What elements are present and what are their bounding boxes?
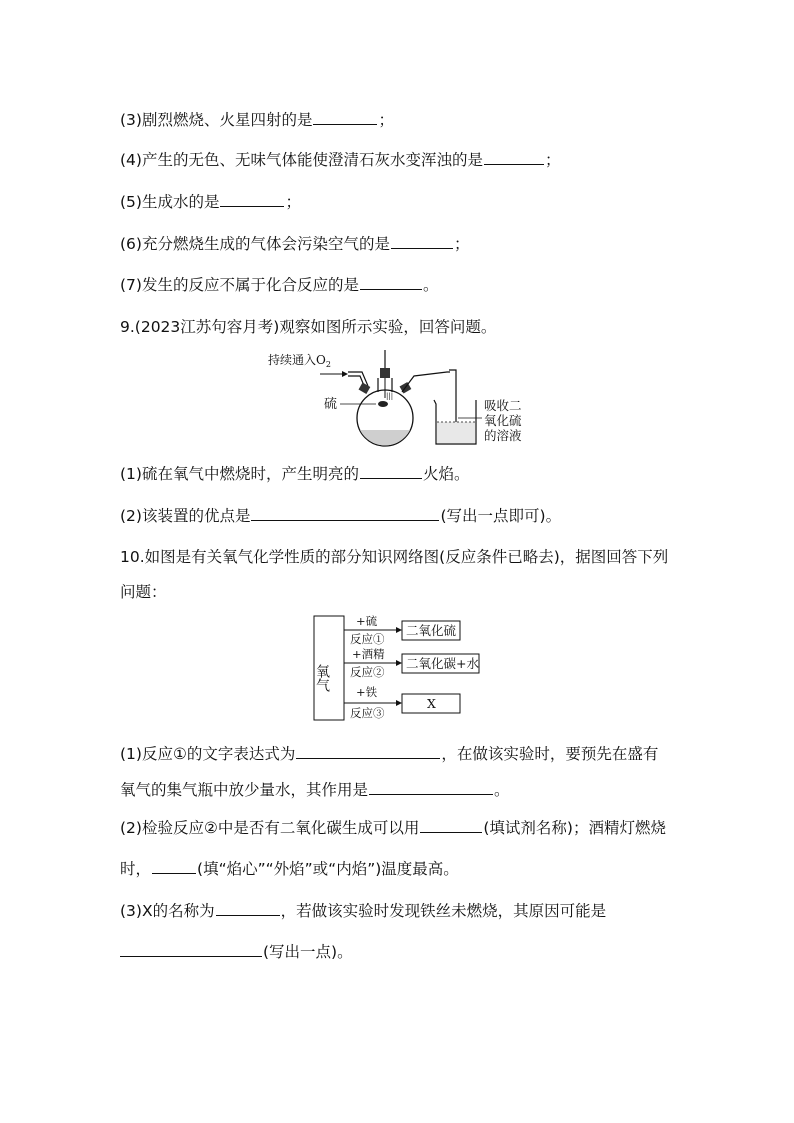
q8-item7-text: (7)发生的反应不属于化合反应的是 xyxy=(120,276,359,294)
q8-item5 xyxy=(120,190,301,213)
q8-item7-tail: 。 xyxy=(422,276,439,294)
inlet-arrowhead xyxy=(342,371,348,377)
r1-arrowhead xyxy=(396,627,402,633)
q8-item6-tail: ； xyxy=(453,235,470,253)
knowledge-network-figure xyxy=(312,612,482,724)
answer-blank[interactable] xyxy=(152,857,196,874)
q8-item4-text: (4)产生的无色、无味气体能使澄清石灰水变浑浊的是 xyxy=(120,151,483,169)
answer-blank[interactable] xyxy=(360,273,422,290)
r3-label: 反应③ xyxy=(350,706,385,720)
q9-stem: 9.(2023江苏句容月考)观察如图所示实验，回答问题。 xyxy=(120,318,497,336)
q10-part2-line2: 时， (填“焰心”“外焰”或“内焰”)温度最高。 xyxy=(120,857,459,880)
sulfur-label: 硫 xyxy=(324,397,338,412)
answer-blank[interactable] xyxy=(369,778,493,795)
left-stopper xyxy=(359,383,371,394)
q9-part1: (1)硫在氧气中燃烧时，产生明亮的 火焰。 xyxy=(120,462,469,485)
answer-blank[interactable] xyxy=(120,940,262,957)
absorb-label-1: 吸收二 xyxy=(484,398,522,413)
apparatus-figure xyxy=(262,346,534,452)
answer-blank[interactable] xyxy=(391,232,453,249)
beaker-solution xyxy=(437,422,475,443)
left-arm-tube xyxy=(348,372,368,386)
q10-stem-line2: 问题： xyxy=(120,583,167,601)
answer-blank[interactable] xyxy=(360,462,422,479)
oxygen-label: 氧气 xyxy=(314,664,330,692)
q8-item6 xyxy=(120,232,469,255)
q8-item5-text: (5)生成水的是 xyxy=(120,193,220,211)
answer-blank[interactable] xyxy=(296,742,440,759)
q8-item4-tail: ； xyxy=(544,151,561,169)
q10-part3-line1: (3)X的名称为 ，若做该实验时发现铁丝未燃烧，其原因可能是 xyxy=(120,899,606,922)
answer-blank[interactable] xyxy=(313,108,377,125)
q9-part2: (2)该装置的优点是 (写出一点即可)。 xyxy=(120,504,561,527)
r3-product: X xyxy=(427,696,436,711)
answer-blank[interactable] xyxy=(420,816,482,833)
r2-product: 二氧化碳+水 xyxy=(406,656,479,671)
q10-part1-line1: (1)反应①的文字表达式为 ，在做该实验时，要预先在盛有 xyxy=(120,742,658,765)
q8-item5-tail: ； xyxy=(285,193,301,211)
q10-stem-line1: 10.如图是有关氧气化学性质的部分知识网络图(反应条件已略去)，据图回答下列 xyxy=(120,548,669,566)
r1-reagent: +硫 xyxy=(356,614,378,628)
q8-item3-text: (3)剧烈燃烧、火星四射的是 xyxy=(120,111,313,129)
q8-item3-tail: ； xyxy=(378,111,394,129)
q8-item4 xyxy=(120,148,560,171)
r3-arrowhead xyxy=(396,700,402,706)
q10-part3-line2: (写出一点)。 xyxy=(120,940,353,963)
svg-text:|||: ||| xyxy=(386,392,394,400)
answer-blank[interactable] xyxy=(220,190,284,207)
r2-arrowhead xyxy=(396,660,402,666)
center-stopper xyxy=(380,368,390,378)
q8-item6-text: (6)充分燃烧生成的气体会污染空气的是 xyxy=(120,235,390,253)
answer-blank[interactable] xyxy=(251,504,439,521)
q8-item7 xyxy=(120,273,438,296)
r1-label: 反应① xyxy=(350,632,385,646)
r3-reagent: +铁 xyxy=(356,685,378,699)
q10-part1-line2: 氧气的集气瓶中放少量水，其作用是 。 xyxy=(120,778,510,801)
deflagration-spoon xyxy=(378,401,388,407)
q8-item3 xyxy=(120,108,394,131)
answer-blank[interactable] xyxy=(484,148,544,165)
inlet-label: 持续通入$O_2$ xyxy=(268,353,331,369)
r1-product: 二氧化硫 xyxy=(406,623,457,638)
absorb-label-2: 氧化硫 xyxy=(484,413,522,428)
flask-liquid xyxy=(360,430,410,445)
r2-reagent: +酒精 xyxy=(352,647,385,661)
absorb-label-3: 的溶液 xyxy=(484,428,522,443)
answer-blank[interactable] xyxy=(216,899,280,916)
r2-label: 反应② xyxy=(350,665,385,679)
q10-part2-line1: (2)检验反应②中是否有二氧化碳生成可以用 (填试剂名称)；酒精灯燃烧 xyxy=(120,816,666,839)
